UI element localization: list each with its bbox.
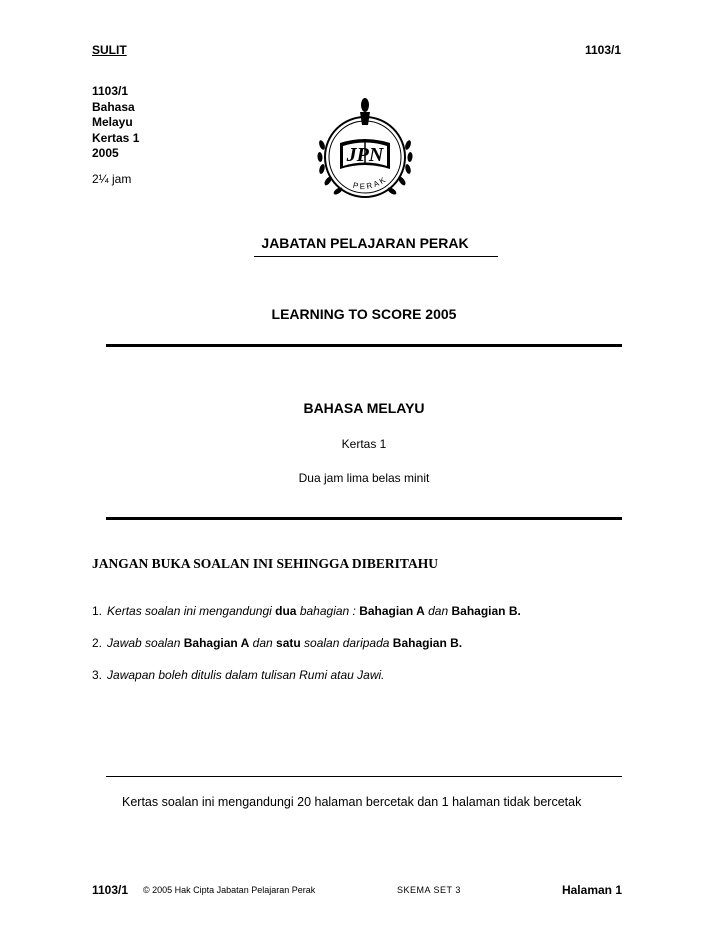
footer-set: SKEMA SET 3 (397, 885, 461, 895)
divider-top (106, 344, 622, 347)
footer (92, 883, 622, 897)
svg-text:JPN: JPN (346, 144, 384, 166)
instruction-number: 3. (92, 668, 103, 682)
instruction-text: Jawab soalan (107, 636, 184, 650)
instruction-number: 2. (92, 636, 103, 650)
warning-text: JANGAN BUKA SOALAN INI SEHINGGA DIBERITAHU (92, 556, 438, 571)
svg-text:PERAK: PERAK (352, 174, 389, 192)
instruction-text: satu (276, 636, 301, 650)
divider-note (106, 776, 622, 777)
department-underline (254, 256, 498, 257)
instruction-text: dan (249, 636, 277, 650)
divider-bottom (106, 517, 622, 520)
instructions-list (92, 604, 521, 682)
instruction-number: 1. (92, 604, 103, 618)
instruction-text: dan (424, 604, 452, 618)
meta-subject-line2: Melayu (92, 115, 133, 129)
subject-duration: Dua jam lima belas minit (298, 471, 430, 485)
footer-page: Halaman 1 (561, 883, 622, 897)
department-title: JABATAN PELAJARAN PERAK (261, 235, 469, 251)
logo-emblem-icon (310, 95, 420, 210)
meta-code: 1103/1 (92, 84, 129, 98)
meta-duration: 2¼ jam (92, 171, 132, 186)
header-code: 1103/1 (584, 43, 621, 57)
instruction-text: Kertas soalan ini mengandungi (107, 604, 276, 618)
footer-copyright: © 2005 Hak Cipta Jabatan Pelajaran Perak (143, 885, 316, 895)
instruction-item (92, 636, 521, 650)
meta-subject-line1: Bahasa (92, 99, 135, 114)
instruction-text: Bahagian B. (451, 604, 521, 618)
footer-code: 1103/1 (92, 883, 129, 897)
header-sulit: SULIT (92, 43, 127, 57)
instruction-text: soalan daripada (300, 636, 393, 650)
instruction-text: Bahagian A (183, 636, 250, 650)
instruction-item (92, 668, 521, 682)
subject-title: BAHASA MELAYU (303, 400, 425, 416)
page-count-note: Kertas soalan ini mengandungi 20 halaman bercetak dan 1 halaman tidak bercetak (122, 795, 582, 809)
meta-paper: Kertas 1 (92, 130, 140, 145)
instruction-item (92, 604, 521, 618)
subject-paper: Kertas 1 (341, 437, 387, 451)
meta-year: 2005 (92, 146, 119, 160)
program-title: LEARNING TO SCORE 2005 (271, 306, 457, 322)
meta-block (92, 84, 139, 186)
instruction-text: bahagian : (296, 604, 360, 618)
jpn-perak-logo (310, 95, 420, 210)
instruction-text: Jawapan boleh ditulis dalam tulisan Rumi atau Jawi. (107, 668, 385, 682)
instruction-text: Bahagian B. (392, 636, 463, 650)
instruction-text: dua (275, 604, 297, 618)
instruction-text: Bahagian A (359, 604, 425, 618)
